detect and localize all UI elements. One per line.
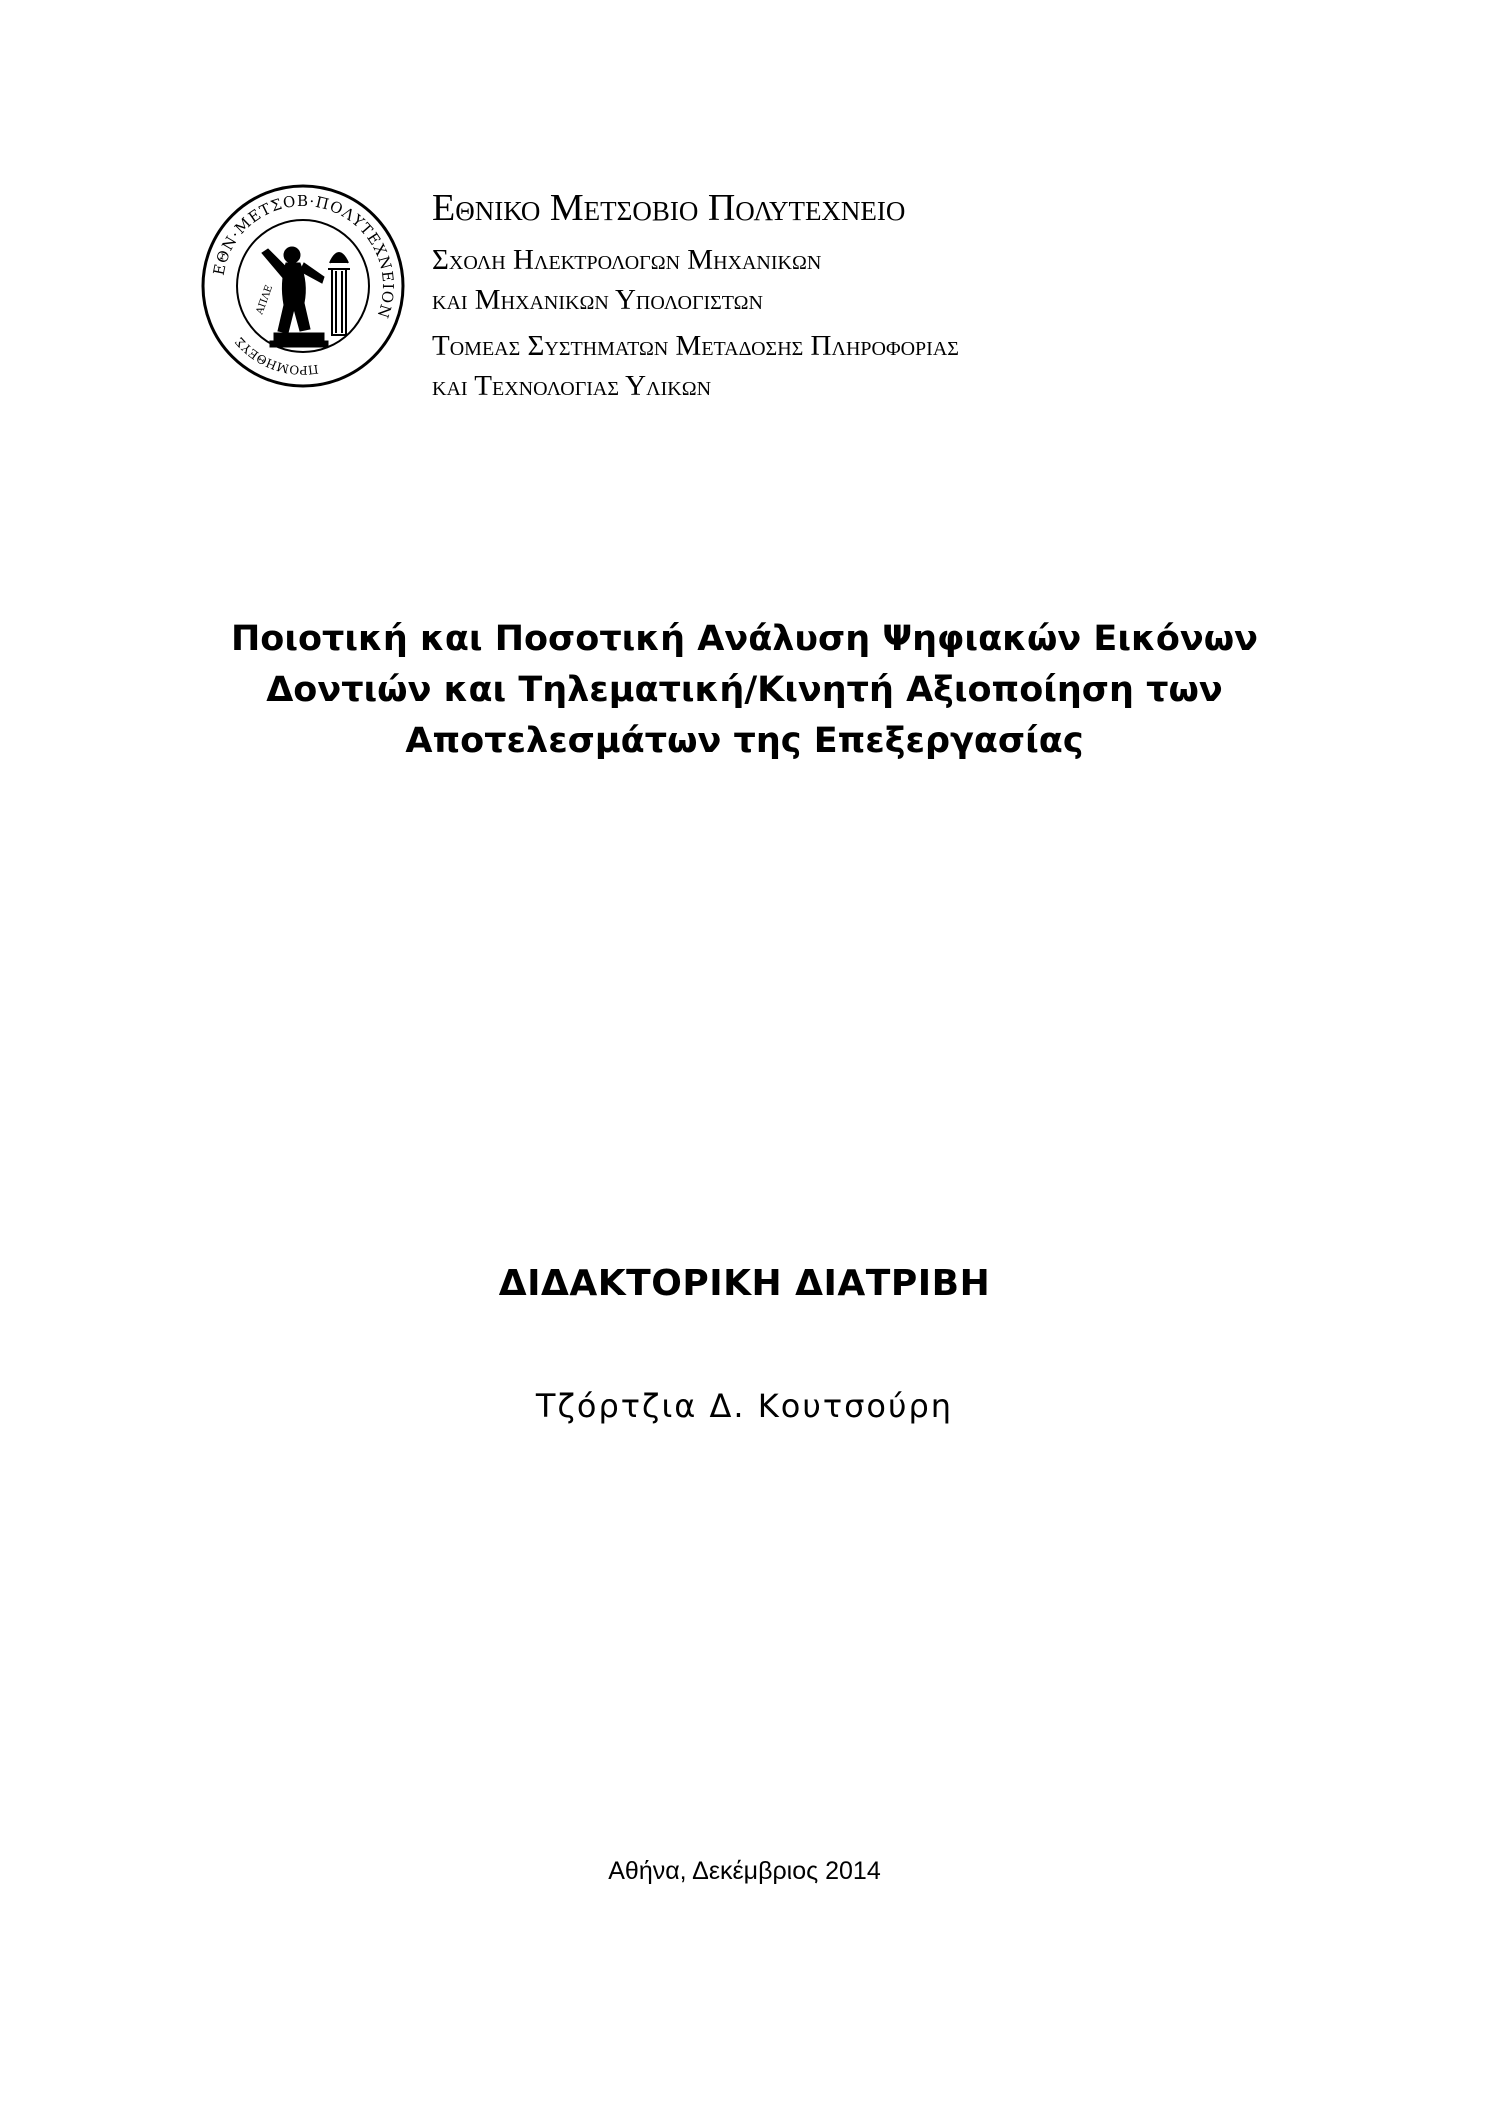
thesis-title-line2: Δοντιών και Τηλεματική/Κινητή Αξιοποίηση των — [266, 670, 1223, 710]
university-seal-icon — [200, 183, 406, 389]
division-name-line2: και Τεχνολογιας Υλικων — [432, 370, 712, 402]
svg-text:ΕΘΝ·ΜΕΤΣΟΒ·ΠΟΛΥΤΕΧΝΕΙΟΝ: ΕΘΝ·ΜΕΤΣΟΒ·ΠΟΛΥΤΕΧΝΕΙΟΝ — [209, 191, 398, 322]
institution-header — [432, 182, 1432, 406]
place-date: Αθήνα, Δεκέμβριος 2014 — [608, 1857, 881, 1885]
thesis-title-line3: Αποτελεσμάτων της Επεξεργασίας — [405, 721, 1084, 761]
division-name-line1: Τομεας Συστηματων Μεταδοσης Πληροφοριας — [432, 330, 959, 362]
school-name-line2: και Μηχανικων Υπολογιστων — [432, 284, 763, 316]
school-name-line1: Σχολη Ηλεκτρολογων Μηχανικων — [432, 244, 822, 276]
thesis-title — [0, 614, 1489, 767]
author-name: Τζόρτζια Δ. Κουτσούρη — [535, 1387, 954, 1425]
svg-text:ΠΡΟΜΗΘΕΥΣ: ΠΡΟΜΗΘΕΥΣ — [232, 334, 320, 378]
thesis-type: ΔΙΔΑΚΤΟΡΙΚΗ ΔΙΑΤΡΙΒΗ — [498, 1263, 991, 1304]
thesis-title-line1: Ποιοτική και Ποσοτική Ανάλυση Ψηφιακών Εικόνων — [231, 619, 1258, 659]
svg-text:ΑΠΛΕ: ΑΠΛΕ — [254, 283, 276, 317]
university-name: Εθνικο Μετσοβιο Πολυτεχνειο — [432, 187, 906, 229]
